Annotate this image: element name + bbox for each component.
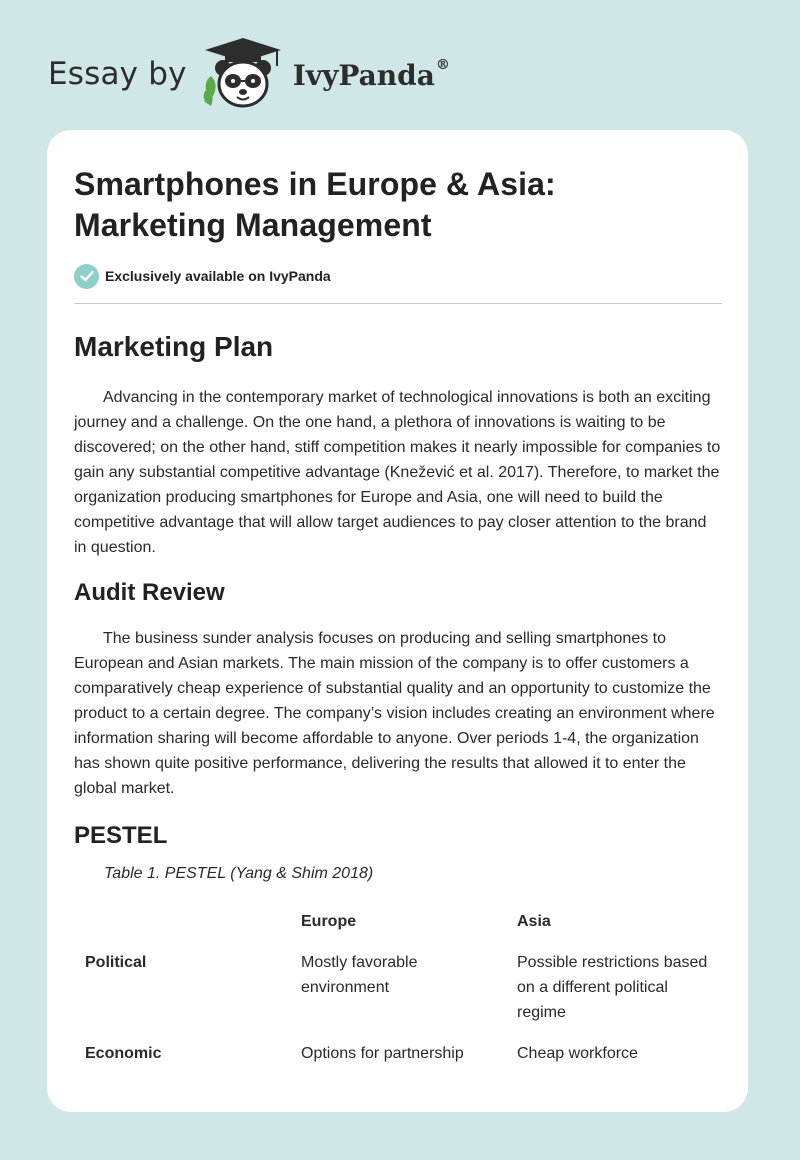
check-circle-icon (74, 264, 99, 289)
paragraph-marketing-plan: Advancing in the contemporary market of technological innovations is both an exciting journey and a challenge. On the one hand, a plethora of innovations is waiting to be discovered; on the other hand, stiff competition makes it nearly impossible for companies to gain any substantial competitive advantage (Knežević et al. 2017). Therefore, to market the organization producing smartphones for Europe and Asia, one will need to build the competitive advantage that will allow target audiences to pay closer attention to the brand in question. (74, 389, 721, 556)
pestel-table (74, 901, 722, 1074)
title-line-1: Smartphones in Europe & Asia: (74, 166, 556, 202)
table-row (74, 942, 722, 1033)
section-heading-marketing-plan: Marketing Plan (74, 331, 274, 362)
table-row (74, 1033, 722, 1074)
row-factor: Political (85, 954, 147, 971)
cell-asia: Cheap workforce (517, 1045, 638, 1062)
essay-by-label: Essay by (48, 56, 187, 92)
table-caption: Table 1. PESTEL (Yang & Shim 2018) (104, 865, 374, 882)
brand-name: IvyPanda® (292, 56, 450, 92)
section-heading-pestel: PESTEL (74, 822, 168, 849)
section-heading-audit-review: Audit Review (74, 579, 225, 606)
column-header-europe: Europe (301, 913, 357, 930)
table-header-row (74, 901, 722, 942)
cell-asia: Possible restrictions based on a different political regime (517, 954, 708, 1021)
page-title (74, 164, 722, 246)
essay-card (47, 130, 748, 1112)
divider (74, 303, 722, 304)
site-header (48, 36, 548, 112)
title-line-2: Marketing Management (74, 207, 432, 243)
exclusive-label: Exclusively available on IvyPanda (105, 268, 331, 284)
paragraph-audit-review: The business sunder analysis focuses on producing and selling smartphones to European and Asian markets. The main mission of the company is to offer customers a comparatively cheap experience of substantial quality and an opportunity to customize the product to a certain degree. The company’s vision includes creating an environment where information sharing will become affordable to anyone. Over periods 1-4, the organization has shown quite positive performance, delivering the results that allowed it to enter the global market. (74, 630, 715, 797)
exclusive-badge (74, 263, 722, 289)
cell-europe: Options for partnership (301, 1045, 464, 1062)
cell-europe: Mostly favorable environment (301, 954, 418, 996)
row-factor: Economic (85, 1045, 162, 1062)
column-header-asia: Asia (517, 913, 551, 930)
panda-graduate-icon (201, 36, 285, 112)
column-header (74, 901, 290, 942)
